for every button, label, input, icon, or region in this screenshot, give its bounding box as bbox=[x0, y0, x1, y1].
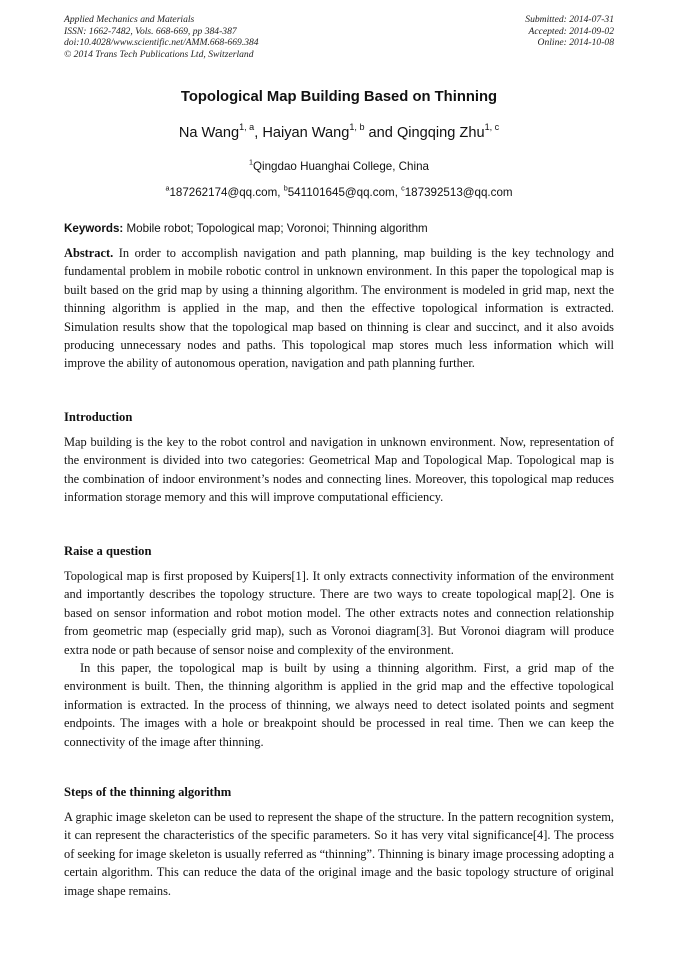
email-link[interactable]: 187262174@qq.com bbox=[169, 186, 278, 199]
section-body bbox=[64, 433, 614, 507]
email-list: $^a$187262174@qq.com, $^b$541101645@qq.com, $^c$187392513@qq.com bbox=[165, 183, 513, 199]
accepted-date: Accepted: 2014-09-02 bbox=[528, 25, 614, 37]
paragraph: In this paper, the topological map is built by using a thinning algorithm. First, a grid map of the environment is built. Then, the thinning algorithm is applied in the grid map and the effective topological information is extracted. In the process of thinning, we always need to detect isolated points and segment endpoints. The images with a hole or breakpoint should be processed in real time. Then we can keep the connectivity of the image after thinning. bbox=[64, 661, 614, 749]
copyright-line: © 2014 Trans Tech Publications Ltd, Switzerland bbox=[64, 48, 254, 60]
keywords-text: Mobile robot; Topological map; Voronoi; Thinning algorithm bbox=[126, 222, 428, 235]
online-date: Online: 2014-10-08 bbox=[537, 37, 614, 49]
section-heading: Introduction bbox=[64, 410, 133, 424]
section-heading: Steps of the thinning algorithm bbox=[64, 785, 232, 799]
section-body bbox=[64, 567, 614, 751]
email-link[interactable]: 541101645@qq.com bbox=[287, 186, 395, 199]
section-body bbox=[64, 808, 614, 900]
abstract-text: In order to accomplish navigation and path planning, map building is the key technology and fundamental problem in mobile robotic control in unknown environment. In this paper the topological map is built based on the grid map by using a thinning algorithm. The environment is modeled in grid map, next the thinning algorithm is applied in the map, and then the effective topological information is extracted. Simulation results show that the topological map based on thinning is clear and succinct, and it also avoids producing unnecessary nodes and paths. This topological map stores much less information which will improve the ability of autonomous operation, navigation and path planning further. bbox=[64, 246, 614, 371]
email-mark: c bbox=[401, 183, 405, 193]
keywords-label: Keywords: bbox=[64, 222, 124, 235]
affiliation-mark: 1 bbox=[249, 157, 254, 167]
keywords bbox=[64, 222, 614, 235]
paragraph: A graphic image skeleton can be used to represent the shape of the structure. In the pattern recognition system, it can represent the characteristics of the specific parameters. So it has very vital significance[4]. The process of seeking for image skeleton is usually referred as “thinning”. Thinning is binary image processing adopting a certain algorithm. This can reduce the data of the original image and the basic topology structure of original image shape remains. bbox=[64, 810, 614, 898]
author-affil-mark: 1, a bbox=[239, 122, 255, 133]
author-affil-mark: 1, c bbox=[484, 122, 500, 133]
paragraph: Topological map is first proposed by Kuipers[1]. It only extracts connectivity information of the environment and importantly describes the topology structure. There are two ways to create topological map[2]. One is based on sensor information and robot motion model. The other extracts notes and connection relationship from geometric map (especially grid map), such as Voronoi diagram[3]. But Voronoi diagram will produce extra node or path because of sensor noise and complexity of the environment. bbox=[64, 569, 614, 657]
submitted-date: Submitted: 2014-07-31 bbox=[525, 14, 614, 25]
email-mark: a bbox=[165, 183, 170, 193]
paragraph: Map building is the key to the robot control and navigation in unknown environment. Now, representation of the environment is divided into two categories: Geometrical Map and Topological Map. Topological map is the combination of indoor environment’s nodes and connecting lines. Moreover, this topological map reduces information storage memory and this will improve computational efficiency. bbox=[64, 435, 614, 505]
author-affil-mark: 1, b bbox=[349, 122, 365, 133]
author-name: Qingqing Zhu bbox=[396, 125, 485, 141]
author-name: Na Wang bbox=[178, 125, 240, 141]
journal-info bbox=[64, 14, 259, 60]
author-list: Na Wang$^{1, a}$, Haiyan Wang$^{1, b}$ and Qingqing Zhu$^{1, c}$ bbox=[178, 122, 500, 141]
issn-line: ISSN: 1662-7482, Vols. 668-669, pp 384-387 bbox=[64, 25, 237, 37]
section-heading: Raise a question bbox=[64, 544, 152, 558]
date-info bbox=[525, 14, 614, 49]
affiliation-text: Qingdao Huanghai College, China bbox=[253, 160, 429, 173]
paper-title: Topological Map Building Based on Thinning bbox=[180, 89, 498, 105]
abstract bbox=[64, 244, 614, 373]
journal-name: Applied Mechanics and Materials bbox=[64, 14, 195, 25]
abstract-label: Abstract. bbox=[64, 246, 114, 260]
affiliation bbox=[0, 157, 678, 173]
author-name: Haiyan Wang bbox=[262, 125, 350, 141]
email-mark: b bbox=[283, 183, 288, 193]
email-link[interactable]: 187392513@qq.com bbox=[404, 186, 513, 199]
doi-line: doi:10.4028/www.scientific.net/AMM.668-669.384 bbox=[64, 37, 259, 49]
